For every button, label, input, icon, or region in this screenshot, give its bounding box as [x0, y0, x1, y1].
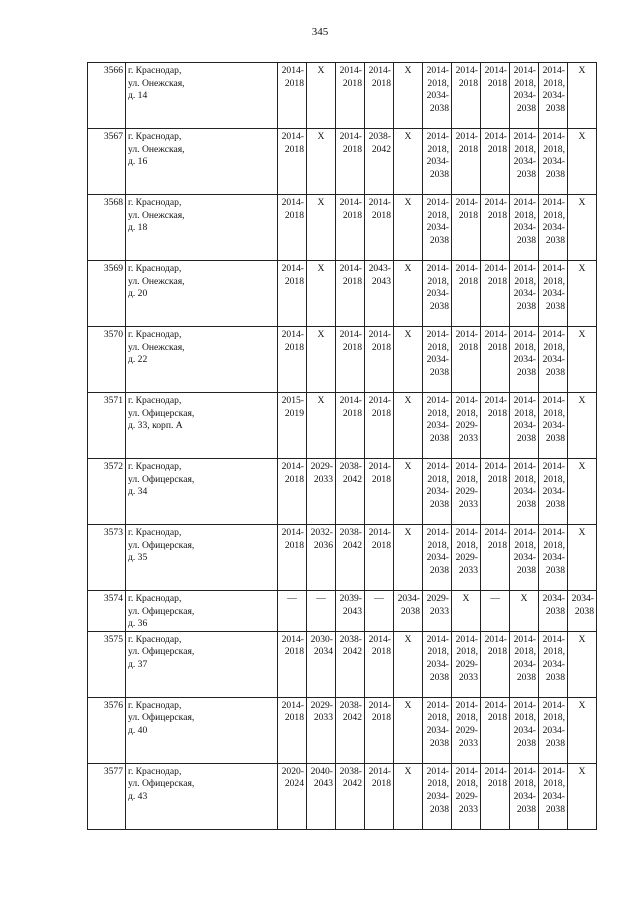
period-cell: Х: [568, 393, 597, 459]
period-cell: 2038- 2042: [336, 459, 365, 525]
row-number: 3568: [88, 195, 126, 261]
period-cell: 2014- 2018: [278, 63, 307, 129]
period-cell: Х: [394, 631, 423, 697]
address-cell: г. Краснодар, ул. Офицерская, д. 33, корп. А: [126, 393, 278, 459]
table-row: [88, 459, 597, 525]
period-cell: 2014- 2018, 2029- 2033: [452, 393, 481, 459]
period-cell: Х: [307, 393, 336, 459]
row-number: 3573: [88, 525, 126, 591]
period-cell: 2014- 2018, 2034- 2038: [510, 261, 539, 327]
period-cell: Х: [568, 459, 597, 525]
period-cell: 2038- 2042: [336, 697, 365, 763]
period-cell: 2014- 2018: [278, 631, 307, 697]
address-cell: г. Краснодар, ул. Офицерская, д. 43: [126, 763, 278, 829]
table-row: [88, 631, 597, 697]
period-cell: 2014- 2018, 2034- 2038: [510, 459, 539, 525]
period-cell: 2043- 2043: [365, 261, 394, 327]
address-cell: г. Краснодар, ул. Онежская, д. 14: [126, 63, 278, 129]
period-cell: —: [278, 591, 307, 632]
period-cell: 2014- 2018: [278, 525, 307, 591]
period-cell: —: [481, 591, 510, 632]
period-cell: 2014- 2018: [365, 327, 394, 393]
period-cell: Х: [307, 327, 336, 393]
table-row: [88, 697, 597, 763]
period-cell: 2014- 2018: [481, 763, 510, 829]
period-cell: 2014- 2018, 2034- 2038: [539, 261, 568, 327]
period-cell: 2014- 2018: [365, 393, 394, 459]
table-row: [88, 129, 597, 195]
period-cell: 2014- 2018: [336, 393, 365, 459]
period-cell: Х: [394, 763, 423, 829]
period-cell: 2014- 2018, 2034- 2038: [510, 129, 539, 195]
period-cell: 2014- 2018: [278, 261, 307, 327]
period-cell: 2014- 2018: [278, 195, 307, 261]
period-cell: Х: [394, 393, 423, 459]
period-cell: Х: [394, 327, 423, 393]
period-cell: 2014- 2018, 2034- 2038: [539, 763, 568, 829]
row-number: 3574: [88, 591, 126, 632]
period-cell: 2014- 2018: [278, 459, 307, 525]
row-number: 3575: [88, 631, 126, 697]
period-cell: 2014- 2018, 2034- 2038: [539, 393, 568, 459]
period-cell: Х: [394, 63, 423, 129]
period-cell: 2014- 2018: [365, 697, 394, 763]
period-cell: 2014- 2018, 2034- 2038: [539, 459, 568, 525]
period-cell: Х: [568, 261, 597, 327]
period-cell: 2014- 2018: [452, 261, 481, 327]
table-row: [88, 261, 597, 327]
address-cell: г. Краснодар, ул. Офицерская, д. 35: [126, 525, 278, 591]
period-cell: 2038- 2042: [336, 631, 365, 697]
period-cell: 2039- 2043: [336, 591, 365, 632]
period-cell: 2014- 2018, 2034- 2038: [423, 631, 452, 697]
period-cell: 2014- 2018, 2034- 2038: [423, 393, 452, 459]
period-cell: 2014- 2018: [365, 763, 394, 829]
address-cell: г. Краснодар, ул. Онежская, д. 18: [126, 195, 278, 261]
period-cell: 2014- 2018, 2034- 2038: [510, 763, 539, 829]
period-cell: 2014- 2018, 2034- 2038: [423, 763, 452, 829]
table-row: [88, 591, 597, 632]
period-cell: 2029- 2033: [307, 459, 336, 525]
address-cell: г. Краснодар, ул. Офицерская, д. 37: [126, 631, 278, 697]
period-cell: 2014- 2018, 2034- 2038: [423, 697, 452, 763]
period-cell: 2014- 2018, 2034- 2038: [539, 129, 568, 195]
page-number: 345: [311, 26, 329, 38]
period-cell: 2014- 2018: [336, 63, 365, 129]
period-cell: 2014- 2018: [452, 327, 481, 393]
period-cell: 2014- 2018, 2029- 2033: [452, 697, 481, 763]
period-cell: 2014- 2018, 2034- 2038: [539, 195, 568, 261]
period-cell: 2014- 2018, 2034- 2038: [510, 393, 539, 459]
period-cell: 2014- 2018: [336, 327, 365, 393]
period-cell: 2014- 2018: [452, 195, 481, 261]
repair-schedule-table: [87, 62, 597, 830]
period-cell: 2014- 2018, 2029- 2033: [452, 525, 481, 591]
period-cell: 2015- 2019: [278, 393, 307, 459]
period-cell: —: [365, 591, 394, 632]
period-cell: 2038- 2042: [365, 129, 394, 195]
row-number: 3577: [88, 763, 126, 829]
period-cell: 2014- 2018, 2034- 2038: [510, 63, 539, 129]
period-cell: 2014- 2018, 2034- 2038: [510, 697, 539, 763]
period-cell: Х: [394, 129, 423, 195]
period-cell: Х: [568, 525, 597, 591]
period-cell: 2014- 2018: [278, 327, 307, 393]
period-cell: 2014- 2018: [481, 525, 510, 591]
period-cell: 2014- 2018, 2034- 2038: [423, 459, 452, 525]
period-cell: Х: [307, 129, 336, 195]
table-row: [88, 327, 597, 393]
period-cell: Х: [307, 63, 336, 129]
period-cell: 2014- 2018, 2034- 2038: [423, 261, 452, 327]
period-cell: 2014- 2018: [336, 129, 365, 195]
period-cell: 2034- 2038: [568, 591, 597, 632]
period-cell: 2014- 2018: [481, 129, 510, 195]
table-row: [88, 763, 597, 829]
period-cell: 2014- 2018, 2034- 2038: [510, 195, 539, 261]
period-cell: Х: [394, 195, 423, 261]
period-cell: 2014- 2018, 2034- 2038: [423, 327, 452, 393]
period-cell: 2038- 2042: [336, 525, 365, 591]
period-cell: 2014- 2018, 2034- 2038: [539, 63, 568, 129]
period-cell: 2014- 2018, 2034- 2038: [423, 525, 452, 591]
period-cell: 2014- 2018, 2034- 2038: [423, 195, 452, 261]
table-row: [88, 525, 597, 591]
period-cell: Х: [568, 129, 597, 195]
period-cell: 2030- 2034: [307, 631, 336, 697]
address-cell: г. Краснодар, ул. Офицерская, д. 36: [126, 591, 278, 632]
period-cell: 2014- 2018: [278, 129, 307, 195]
period-cell: 2014- 2018, 2034- 2038: [539, 631, 568, 697]
period-cell: Х: [394, 525, 423, 591]
period-cell: 2014- 2018: [452, 129, 481, 195]
period-cell: 2014- 2018, 2034- 2038: [510, 631, 539, 697]
period-cell: Х: [568, 327, 597, 393]
period-cell: Х: [394, 261, 423, 327]
period-cell: 2014- 2018, 2029- 2033: [452, 763, 481, 829]
address-cell: г. Краснодар, ул. Офицерская, д. 40: [126, 697, 278, 763]
period-cell: Х: [568, 697, 597, 763]
period-cell: Х: [568, 63, 597, 129]
period-cell: 2014- 2018: [481, 261, 510, 327]
table-row: [88, 393, 597, 459]
address-cell: г. Краснодар, ул. Онежская, д. 20: [126, 261, 278, 327]
period-cell: 2014- 2018: [365, 195, 394, 261]
period-cell: 2014- 2018, 2034- 2038: [539, 327, 568, 393]
period-cell: 2014- 2018, 2034- 2038: [539, 525, 568, 591]
period-cell: Х: [452, 591, 481, 632]
period-cell: 2014- 2018, 2034- 2038: [510, 525, 539, 591]
table-row: [88, 195, 597, 261]
period-cell: 2032- 2036: [307, 525, 336, 591]
period-cell: 2029- 2033: [307, 697, 336, 763]
period-cell: 2014- 2018: [365, 63, 394, 129]
period-cell: 2014- 2018: [452, 63, 481, 129]
period-cell: 2014- 2018: [336, 261, 365, 327]
period-cell: Х: [307, 261, 336, 327]
period-cell: Х: [568, 763, 597, 829]
row-number: 3570: [88, 327, 126, 393]
period-cell: 2034- 2038: [394, 591, 423, 632]
row-number: 3576: [88, 697, 126, 763]
period-cell: 2014- 2018: [336, 195, 365, 261]
period-cell: 2034- 2038: [539, 591, 568, 632]
table-row: [88, 63, 597, 129]
period-cell: —: [307, 591, 336, 632]
period-cell: Х: [510, 591, 539, 632]
period-cell: 2040- 2043: [307, 763, 336, 829]
address-cell: г. Краснодар, ул. Офицерская, д. 34: [126, 459, 278, 525]
period-cell: 2014- 2018: [278, 697, 307, 763]
period-cell: 2014- 2018, 2029- 2033: [452, 459, 481, 525]
row-number: 3572: [88, 459, 126, 525]
period-cell: 2014- 2018, 2034- 2038: [539, 697, 568, 763]
row-number: 3569: [88, 261, 126, 327]
period-cell: 2014- 2018: [481, 195, 510, 261]
address-cell: г. Краснодар, ул. Онежская, д. 16: [126, 129, 278, 195]
period-cell: Х: [394, 697, 423, 763]
period-cell: 2014- 2018: [365, 459, 394, 525]
row-number: 3571: [88, 393, 126, 459]
period-cell: Х: [307, 195, 336, 261]
period-cell: 2014- 2018: [365, 525, 394, 591]
period-cell: 2014- 2018: [481, 459, 510, 525]
row-number: 3566: [88, 63, 126, 129]
period-cell: 2014- 2018, 2034- 2038: [423, 129, 452, 195]
period-cell: 2014- 2018: [481, 393, 510, 459]
period-cell: 2014- 2018: [481, 631, 510, 697]
period-cell: 2020- 2024: [278, 763, 307, 829]
period-cell: 2014- 2018: [481, 63, 510, 129]
period-cell: Х: [394, 459, 423, 525]
row-number: 3567: [88, 129, 126, 195]
period-cell: 2014- 2018, 2034- 2038: [423, 63, 452, 129]
period-cell: Х: [568, 195, 597, 261]
address-cell: г. Краснодар, ул. Онежская, д. 22: [126, 327, 278, 393]
period-cell: 2038- 2042: [336, 763, 365, 829]
period-cell: 2014- 2018, 2034- 2038: [510, 327, 539, 393]
period-cell: 2014- 2018: [481, 697, 510, 763]
period-cell: 2014- 2018: [365, 631, 394, 697]
period-cell: Х: [568, 631, 597, 697]
period-cell: 2014- 2018: [481, 327, 510, 393]
period-cell: 2029- 2033: [423, 591, 452, 632]
period-cell: 2014- 2018, 2029- 2033: [452, 631, 481, 697]
